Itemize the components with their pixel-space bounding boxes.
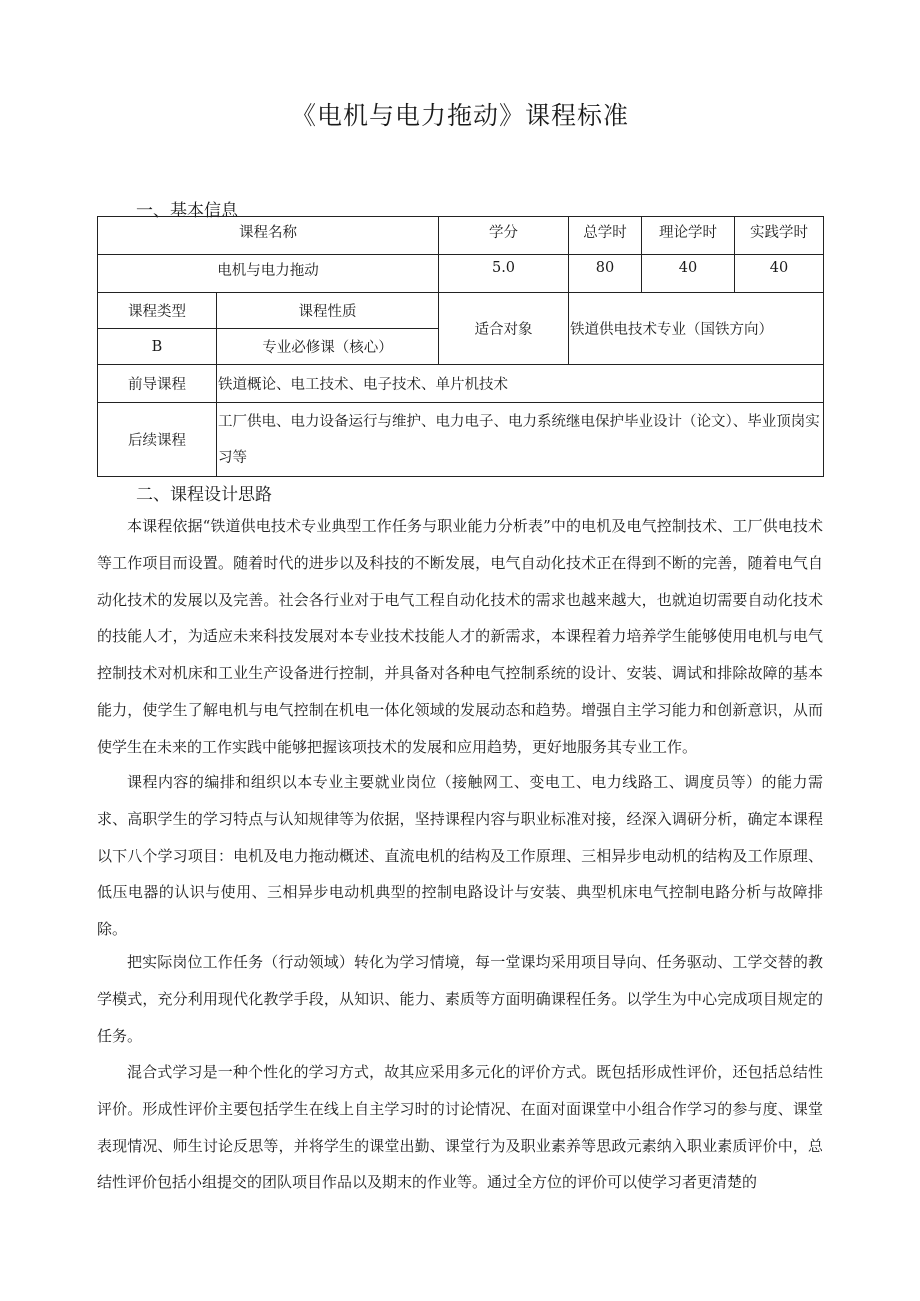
basic-info-table [97, 216, 824, 477]
course-name-value: 电机与电力拖动 [98, 255, 439, 293]
course-nature-value: 专业必修课（核心） [217, 329, 439, 365]
header-course-type: 课程类型 [98, 293, 217, 329]
header-course-nature: 课程性质 [217, 293, 439, 329]
paragraph: 把实际岗位工作任务（行动领域）转化为学习情境，每一堂课均采用项目导向、任务驱动、工学交替的教学模式，充分利用现代化教学手段，从知识、能力、素质等方面明确课程任务。以学生为中心完成项目规定的任务。 [97, 953, 823, 1045]
header-target-audience: 适合对象 [439, 293, 569, 365]
header-total-hours: 总学时 [569, 217, 642, 255]
header-followup-courses: 后续课程 [98, 403, 217, 477]
followup-courses-value: 工厂供电、电力设备运行与维护、电力电子、电力系统继电保护毕业设计（论文）、毕业顶岗实习等 [217, 403, 824, 477]
paragraph: 课程内容的编排和组织以本专业主要就业岗位（接触网工、变电工、电力线路工、调度员等）的能力需求、高职学生的学习特点与认知规律等为依据，坚持课程内容与职业标准对接，经深入调研分析，确定本课程以下八个学习项目：电机及电力拖动概述、直流电机的结构及工作原理、三相异步电动机的结构及工作原理、低压电器的认识与使用、三相异步电动机典型的控制电路设计与安装、典型机床电气控制电路分析与故障排除。 [97, 773, 823, 939]
total-hours-value: 80 [569, 255, 642, 293]
credit-value: 5.0 [439, 255, 569, 293]
header-course-name: 课程名称 [98, 217, 439, 255]
paragraph: 混合式学习是一种个性化的学习方式，故其应采用多元化的评价方式。既包括形成性评价，还包括总结性评价。形成性评价主要包括学生在线上自主学习时的讨论情况、在面对面课堂中小组合作学习的参与度、课堂表现情况、师生讨论反思等，并将学生的课堂出勤、课堂行为及职业素养等思政元素纳入职业素质评价中，总结性评价包括小组提交的团队项目作品以及期末的作业等。通过全方位的评价可以使学习者更清楚的 [97, 1063, 823, 1192]
header-prerequisites: 前导课程 [98, 365, 217, 403]
page-title: 《电机与电力拖动》课程标准 [290, 101, 629, 130]
target-audience-value: 铁道供电技术专业（国铁方向） [569, 293, 824, 365]
practice-hours-value: 40 [735, 255, 824, 293]
section-heading-basic-info: 一、基本信息 [136, 201, 238, 221]
theory-hours-value: 40 [642, 255, 735, 293]
section-heading-design: 二、课程设计思路 [136, 485, 272, 505]
course-type-value: B [98, 329, 217, 365]
header-theory-hours: 理论学时 [642, 217, 735, 255]
header-credit: 学分 [439, 217, 569, 255]
paragraph: 本课程依据“铁道供电技术专业典型工作任务与职业能力分析表”中的电机及电气控制技术、工厂供电技术等工作项目而设置。随着时代的进步以及科技的不断发展，电气自动化技术正在得到不断的完善，随着电气自动化技术的发展以及完善。社会各行业对于电气工程自动化技术的需求也越来越大，也就迫切需要自动化技术的技能人才，为适应未来科技发展对本专业技术技能人才的新需求，本课程着力培养学生能够使用电机与电气控制技术对机床和工业生产设备进行控制，并具备对各种电气控制系统的设计、安装、调试和排除故障的基本能力，使学生了解电机与电气控制在机电一体化领域的发展动态和趋势。增强自主学习能力和创新意识，从而使学生在未来的工作实践中能够把握该项技术的发展和应用趋势，更好地服务其专业工作。 [97, 517, 823, 756]
header-practice-hours: 实践学时 [735, 217, 824, 255]
prerequisites-value: 铁道概论、电工技术、电子技术、单片机技术 [217, 365, 824, 403]
